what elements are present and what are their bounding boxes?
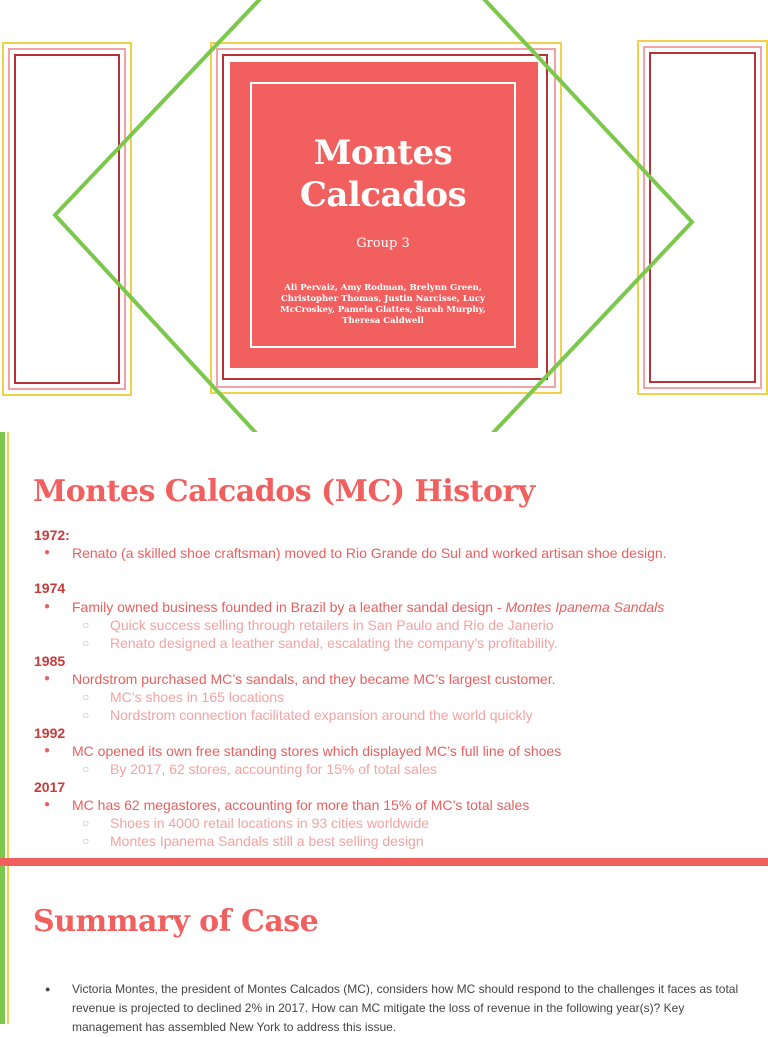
history-title: Montes Calcados (MC) History [33, 474, 535, 509]
author-list: Ali Pervaiz, Amy Rodman, Brelynn Green, Christopher Thomas, Justin Narcisse, Lucy McCroskey, Pamela Glattes, Sarah Murphy, Theresa Caldwell [280, 283, 486, 326]
green-side-bar [0, 432, 5, 858]
summary-bullet: ● Victoria Montes, the president of Montes Calcados (MC), considers how MC should respond to the challenges it faces as total revenue is projected to declined 2% in 2017. How can MC mitigate the loss of revenue in the following year(s)? Key management has assembled New York to address this issue. [72, 980, 740, 1037]
sub-list-item: ○ Shoes in 4000 retail locations in 93 cities worldwide [34, 814, 754, 832]
yellow-side-bar [7, 866, 9, 1024]
list-item-text: Family owned business founded in Brazil by a leather sandal design - [72, 599, 506, 615]
list-item: ● Renato (a skilled shoe craftsman) moved to Rio Grande do Sul and worked artisan shoe design. [34, 544, 754, 562]
list-item: ● MC has 62 megastores, accounting for more than 15% of MC’s total sales [34, 796, 754, 814]
history-slide [0, 432, 768, 858]
sub-list-item: ○ Renato designed a leather sandal, escalating the company’s profitability. [34, 634, 754, 652]
list-item: ● Nordstrom purchased MC’s sandals, and they became MC’s largest customer. [34, 670, 754, 688]
year-label: 2017 [34, 779, 66, 795]
history-timeline [34, 526, 754, 850]
year-label: 1974 [34, 580, 66, 596]
title-card [230, 62, 538, 368]
list-item: ● MC opened its own free standing stores which displayed MC’s full line of shoes [34, 742, 754, 760]
yellow-side-bar [7, 432, 9, 858]
sub-list-item: ○ Nordstrom connection facilitated expansion around the world quickly [34, 706, 754, 724]
sub-list-item: ○ MC’s shoes in 165 locations [34, 688, 754, 706]
year-label: 1992 [34, 725, 66, 741]
group-label: Group 3 [356, 236, 410, 251]
sub-list-item: ○ By 2017, 62 stores, accounting for 15% of total sales [34, 760, 754, 778]
title-slide [0, 0, 768, 432]
green-side-bar [0, 866, 5, 1024]
list-item [34, 598, 754, 616]
title-card-border [250, 82, 516, 348]
slide-divider [0, 858, 768, 866]
summary-slide [0, 866, 768, 1034]
sub-list-item: ○ Montes Ipanema Sandals still a best selling design [34, 832, 754, 850]
summary-title: Summary of Case [33, 904, 319, 939]
list-item-italic: Montes Ipanema Sandals [505, 599, 665, 615]
year-label: 1972: [34, 527, 70, 543]
presentation-title: Montes Calcados [299, 133, 467, 215]
year-label: 1985 [34, 653, 66, 669]
sub-list-item: ○ Quick success selling through retailers in San Paulo and Rio de Janerio [34, 616, 754, 634]
